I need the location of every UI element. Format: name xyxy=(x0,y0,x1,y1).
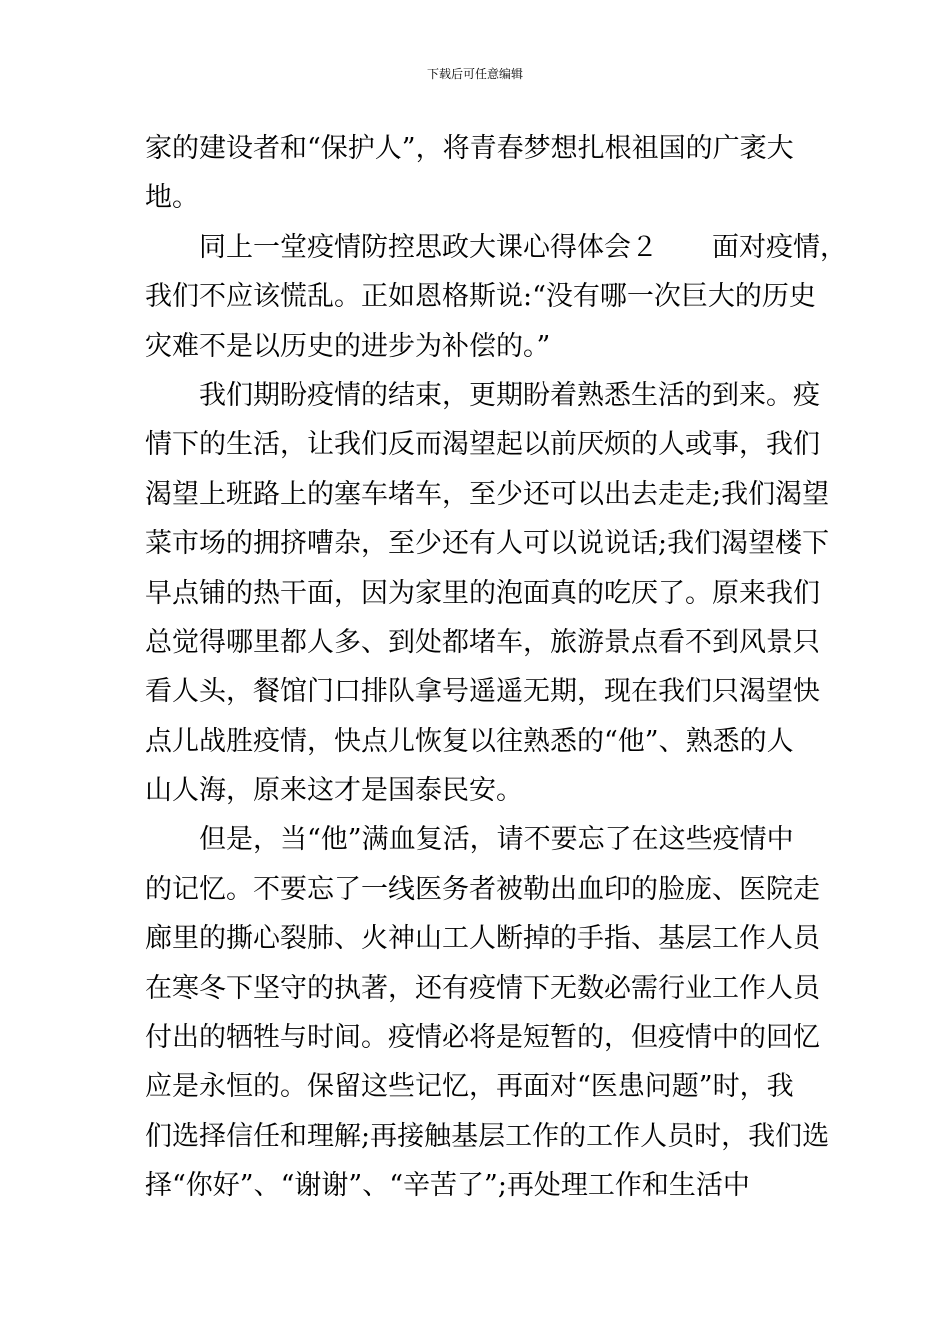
body-text xyxy=(145,124,847,1211)
text-line: 点儿战胜疫情，快点儿恢复以往熟悉的“他”、熟悉的人 xyxy=(145,725,794,757)
text-line: 家的建设者和“保护人”，将青春梦想扎根祖国的广袤大 xyxy=(145,133,794,164)
text-line: 灾难不是以历史的进步为补偿的。” xyxy=(145,330,551,362)
text-line: 但是，当“他”满血复活，请不要忘了在这些疫情中 xyxy=(145,824,794,856)
text-line: 在寒冬下坚守的执著，还有疫情下无数必需行业工作人员 xyxy=(145,972,820,1004)
text-line: 择“你好”、“谢谢”、“辛苦了”;再处理工作和生活中 xyxy=(145,1170,750,1202)
text-line: 我们不应该慌乱。正如恩格斯说:“没有哪一次巨大的历史 xyxy=(145,281,816,313)
text-line: 情下的生活，让我们反而渴望起以前厌烦的人或事，我们 xyxy=(145,429,820,461)
text-line: 付出的牺牲与时间。疫情必将是短暂的，但疫情中的回忆 xyxy=(145,1022,820,1054)
text-line: 菜市场的拥挤嘈杂，至少还有人可以说说话;我们渴望楼下 xyxy=(145,528,830,560)
text-line: 地。 xyxy=(145,182,199,214)
text-line: 我们期盼疫情的结束，更期盼着熟悉生活的到来。疫 xyxy=(145,379,820,411)
text-line: 山人海，原来这才是国泰民安。 xyxy=(145,775,523,807)
page-header: 下载后可任意编辑 xyxy=(426,67,523,81)
text-line: 看人头，餐馆门口排队拿号遥遥无期，现在我们只渴望快 xyxy=(145,676,820,708)
text-line: 总觉得哪里都人多、到处都堵车，旅游景点看不到风景只 xyxy=(145,626,820,658)
text-line: 们选择信任和理解;再接触基层工作的工作人员时，我们选 xyxy=(145,1120,830,1152)
text-line: 廊里的撕心裂肺、火神山工人断掉的手指、基层工作人员 xyxy=(145,923,820,955)
text-line: 同上一堂疫情防控思政大课心得体会２ 面对疫情， xyxy=(145,231,847,263)
text-line: 早点铺的热干面，因为家里的泡面真的吃厌了。原来我们 xyxy=(145,577,820,609)
text-line: 渴望上班路上的塞车堵车，至少还可以出去走走;我们渴望 xyxy=(145,478,830,510)
text-line: 应是永恒的。保留这些记忆，再面对“医患问题”时，我 xyxy=(145,1071,794,1103)
text-line: 的记忆。不要忘了一线医务者被勒出血印的脸庞、医院走 xyxy=(145,873,820,905)
